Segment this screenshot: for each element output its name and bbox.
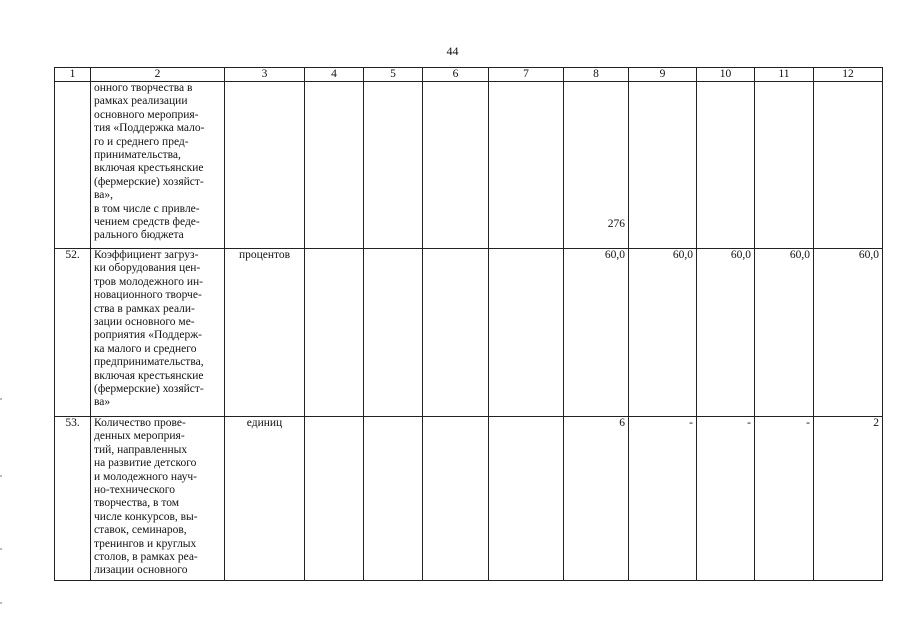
cell-col-8: 6: [564, 417, 629, 581]
row-description: Коэффициент загруз- ки оборудования цен- тров молодежного ин- новационного творче- ства в рамках реали- зации основного ме- роприятия «Поддерж- ка малого и среднего предпринимательства, включая крестьянские (фермерские) хозяйст- ва»: [91, 249, 225, 417]
row-unit: единиц: [225, 417, 305, 581]
cell-col-8: [564, 82, 629, 249]
cell-col-10: [697, 82, 755, 249]
table-row: [55, 249, 883, 417]
scan-speck: [0, 398, 2, 400]
page-number: 44: [446, 44, 459, 58]
column-header: 8: [564, 68, 629, 82]
cell-col-11: -: [755, 417, 814, 581]
cell-col-5: [364, 249, 423, 417]
cell-value: 276: [607, 218, 625, 230]
cell-col-12: [814, 82, 883, 249]
cell-col-10: 60,0: [697, 249, 755, 417]
cell-col-6: [423, 249, 489, 417]
column-header: 5: [364, 68, 423, 82]
cell-col-9: -: [629, 417, 697, 581]
cell-col-5: [364, 417, 423, 581]
cell-col-5: [364, 82, 423, 249]
column-header: 7: [489, 68, 564, 82]
cell-col-9: [629, 82, 697, 249]
table-row: [55, 417, 883, 581]
cell-col-6: [423, 417, 489, 581]
column-header: 6: [423, 68, 489, 82]
column-header: 12: [814, 68, 883, 82]
row-description: онного творчества в рамках реализации основного мероприя- тия «Поддержка мало- го и среднего пред- принимательства, включая крестьянские (фермерские) хозяйст- ва», в том числе с привле- чением средств феде- рального бюджета: [91, 82, 225, 249]
column-header: 1: [55, 68, 91, 82]
row-unit: [225, 82, 305, 249]
column-header: 4: [305, 68, 364, 82]
column-number-row: [55, 68, 883, 82]
scan-speck: [0, 475, 2, 477]
indicator-table: [54, 67, 883, 581]
column-header: 9: [629, 68, 697, 82]
table-row-continued: [55, 82, 883, 249]
cell-col-11: 60,0: [755, 249, 814, 417]
column-header: 2: [91, 68, 225, 82]
cell-col-7: [489, 82, 564, 249]
cell-col-12: 60,0: [814, 249, 883, 417]
scan-speck: [0, 548, 2, 550]
cell-col-8: 60,0: [564, 249, 629, 417]
cell-col-4: [305, 82, 364, 249]
column-header: 3: [225, 68, 305, 82]
cell-col-4: [305, 417, 364, 581]
cell-col-6: [423, 82, 489, 249]
cell-col-9: 60,0: [629, 249, 697, 417]
row-number: 52.: [55, 249, 91, 417]
cell-col-7: [489, 417, 564, 581]
column-header: 11: [755, 68, 814, 82]
cell-col-10: -: [697, 417, 755, 581]
scan-speck: [0, 602, 2, 604]
row-unit: процентов: [225, 249, 305, 417]
row-number: [55, 82, 91, 249]
cell-col-11: [755, 82, 814, 249]
row-description: Количество прове- денных мероприя- тий, направленных на развитие детского и молодежного науч- но-технического творчества, в том числе конкурсов, вы- ставок, семинаров, тренингов и круглых столов, в рамках реа- лизации основного: [91, 417, 225, 581]
column-header: 10: [697, 68, 755, 82]
row-number: 53.: [55, 417, 91, 581]
cell-col-7: [489, 249, 564, 417]
cell-col-12: 2: [814, 417, 883, 581]
cell-col-4: [305, 249, 364, 417]
